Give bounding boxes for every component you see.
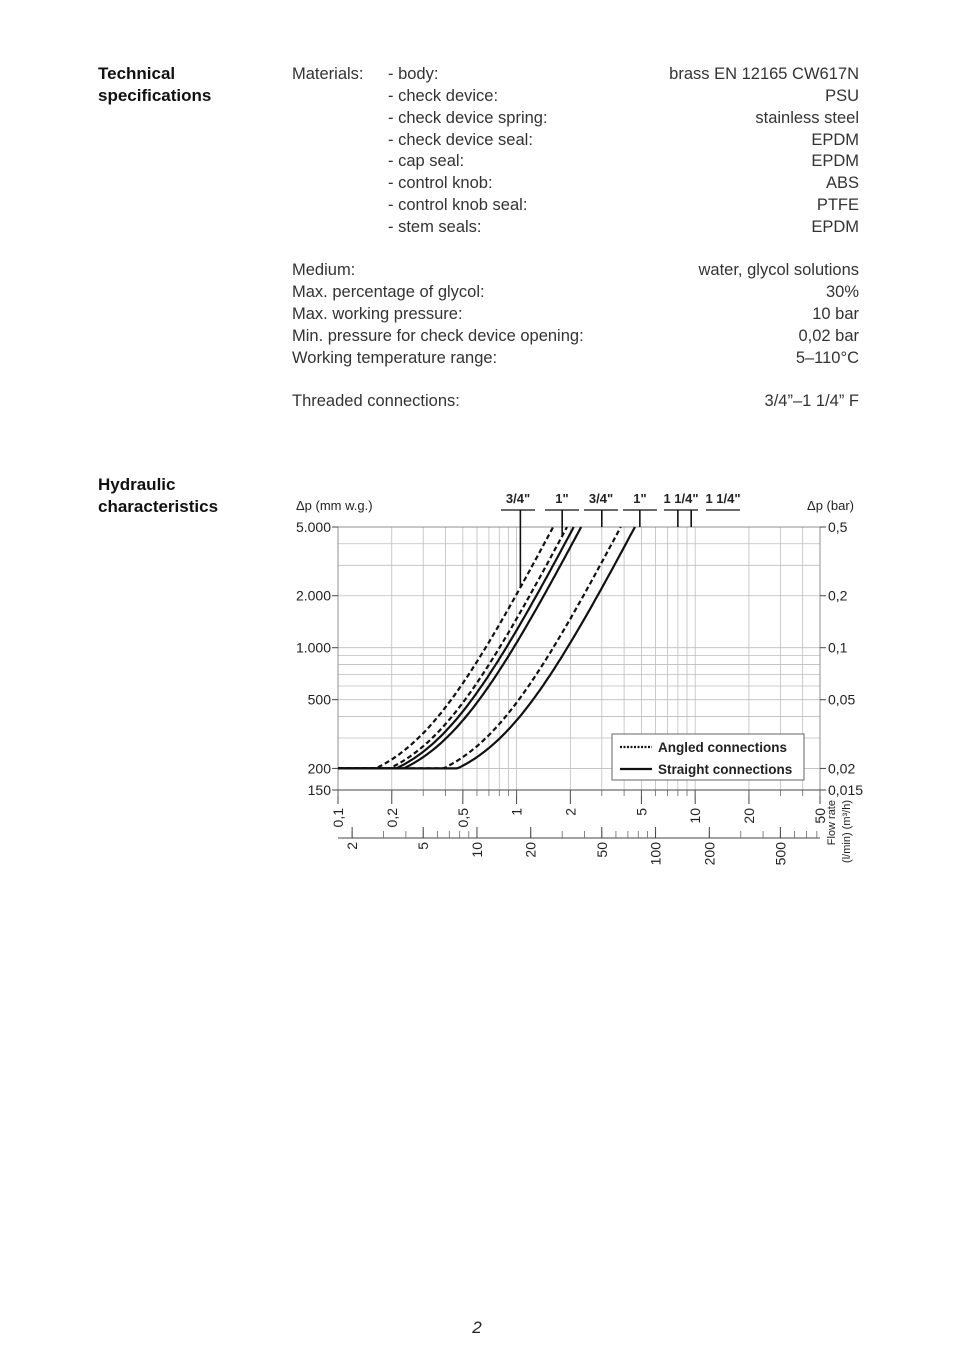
x-tick-label-lmin: 500 xyxy=(772,842,789,866)
property-value: 5–110°C xyxy=(795,349,859,367)
x-axis-title: Flow rate xyxy=(826,800,838,846)
y-tick-label-left: 200 xyxy=(307,760,331,777)
connections-row xyxy=(292,390,859,412)
size-label: 1 1/4" xyxy=(663,491,699,506)
property-label: Working temperature range: xyxy=(292,349,498,367)
property-row xyxy=(292,303,859,325)
material-part: - control knob seal: xyxy=(388,196,528,214)
y-tick-label-left: 500 xyxy=(307,691,331,708)
material-value: EPDM xyxy=(811,131,859,149)
y-tick-label-left: 2.000 xyxy=(295,587,331,604)
x-tick-label-m3h: 5 xyxy=(633,808,650,816)
heading-line-1: Hydraulic xyxy=(98,475,176,494)
page-number: 2 xyxy=(472,1318,482,1337)
chart-legend xyxy=(612,734,804,780)
y-tick-label-left: 150 xyxy=(307,782,331,798)
material-value: brass EN 12165 CW617N xyxy=(669,65,859,83)
y-tick-label-right: 0,015 xyxy=(828,782,864,798)
material-value: PSU xyxy=(825,87,859,105)
connections-value: 3/4”–1 1/4” F xyxy=(764,392,859,410)
property-value: 0,02 bar xyxy=(798,327,859,345)
x-tick-label-lmin: 10 xyxy=(468,842,485,858)
x-tick-label-m3h: 20 xyxy=(740,808,757,824)
property-row xyxy=(292,347,859,369)
chart-curves xyxy=(338,510,691,768)
materials-row xyxy=(292,85,859,107)
legend-angled-label: Angled connections xyxy=(658,740,788,755)
size-label: 3/4" xyxy=(588,491,614,506)
heading-line-2: characteristics xyxy=(98,497,219,516)
material-value: EPDM xyxy=(811,218,859,236)
heading-line-2: specifications xyxy=(98,86,212,105)
property-value: water, glycol solutions xyxy=(698,261,859,279)
heading-line-1: Technical xyxy=(98,64,176,83)
property-value: 30% xyxy=(825,283,859,301)
legend-straight-label: Straight connections xyxy=(658,762,793,777)
right-axis-label: Δp (bar) xyxy=(807,498,854,513)
materials-row xyxy=(292,107,859,129)
x-tick-label-m3h: 0,5 xyxy=(454,808,471,828)
y-tick-label-right: 0,2 xyxy=(828,587,848,604)
x-tick-label-lmin: 2 xyxy=(344,842,361,850)
x-tick-label-lmin: 50 xyxy=(593,842,610,858)
materials-label: Materials: xyxy=(292,65,364,83)
material-value: stainless steel xyxy=(755,109,859,127)
size-label: 1 1/4" xyxy=(705,491,741,506)
x-tick-label-m3h: 0,1 xyxy=(330,808,346,828)
materials-row xyxy=(292,63,859,85)
x-tick-label-m3h: 2 xyxy=(562,808,579,816)
materials-row xyxy=(292,216,859,238)
size-label: 3/4" xyxy=(505,491,531,506)
material-value: PTFE xyxy=(816,196,859,214)
x-tick-label-m3h: 10 xyxy=(687,808,704,824)
x-tick-label-lmin: 200 xyxy=(701,842,718,866)
chart-axes xyxy=(332,527,826,838)
material-part: - check device seal: xyxy=(388,131,533,149)
property-label: Min. pressure for check device opening: xyxy=(292,327,584,345)
material-value: EPDM xyxy=(811,152,859,170)
y-tick-label-left: 5.000 xyxy=(295,519,331,535)
materials-row xyxy=(292,150,859,172)
y-tick-label-right: 0,02 xyxy=(828,760,856,777)
material-part: - check device spring: xyxy=(388,109,548,127)
material-part: - check device: xyxy=(388,87,499,105)
property-row xyxy=(292,259,859,281)
y-tick-label-right: 0,5 xyxy=(828,519,848,535)
y-tick-label-left: 1.000 xyxy=(295,639,331,656)
property-label: Max. percentage of glycol: xyxy=(292,283,485,301)
property-label: Max. working pressure: xyxy=(292,305,463,323)
connections-label: Threaded connections: xyxy=(292,392,460,410)
y-tick-label-right: 0,1 xyxy=(828,639,848,656)
materials-row xyxy=(292,194,859,216)
materials-row xyxy=(292,172,859,194)
materials-row xyxy=(292,129,859,151)
size-label: 1" xyxy=(555,491,569,506)
x-tick-label-lmin: 5 xyxy=(415,842,432,850)
x-axis-unit: (l/min) (m³/h) xyxy=(841,800,853,863)
technical-specifications-heading xyxy=(98,63,211,107)
x-tick-label-lmin: 100 xyxy=(647,842,664,866)
left-axis-label: Δp (mm w.g.) xyxy=(296,498,373,513)
property-row xyxy=(292,325,859,347)
hydraulic-chart xyxy=(280,480,880,890)
property-row xyxy=(292,281,859,303)
chart-labels xyxy=(296,491,863,865)
x-tick-label-m3h: 0,2 xyxy=(383,808,400,828)
property-label: Medium: xyxy=(292,261,356,279)
x-tick-label-m3h: 50 xyxy=(812,808,828,824)
y-tick-label-right: 0,05 xyxy=(828,691,856,708)
material-part: - cap seal: xyxy=(388,152,465,170)
x-tick-label-lmin: 20 xyxy=(522,842,539,858)
hydraulic-characteristics-heading xyxy=(98,474,218,518)
size-label: 1" xyxy=(633,491,647,506)
material-part: - body: xyxy=(388,65,439,83)
material-value: ABS xyxy=(825,174,859,192)
material-part: - stem seals: xyxy=(388,218,482,236)
x-tick-label-m3h: 1 xyxy=(508,808,525,816)
material-part: - control knob: xyxy=(388,174,493,192)
property-value: 10 bar xyxy=(812,305,859,323)
